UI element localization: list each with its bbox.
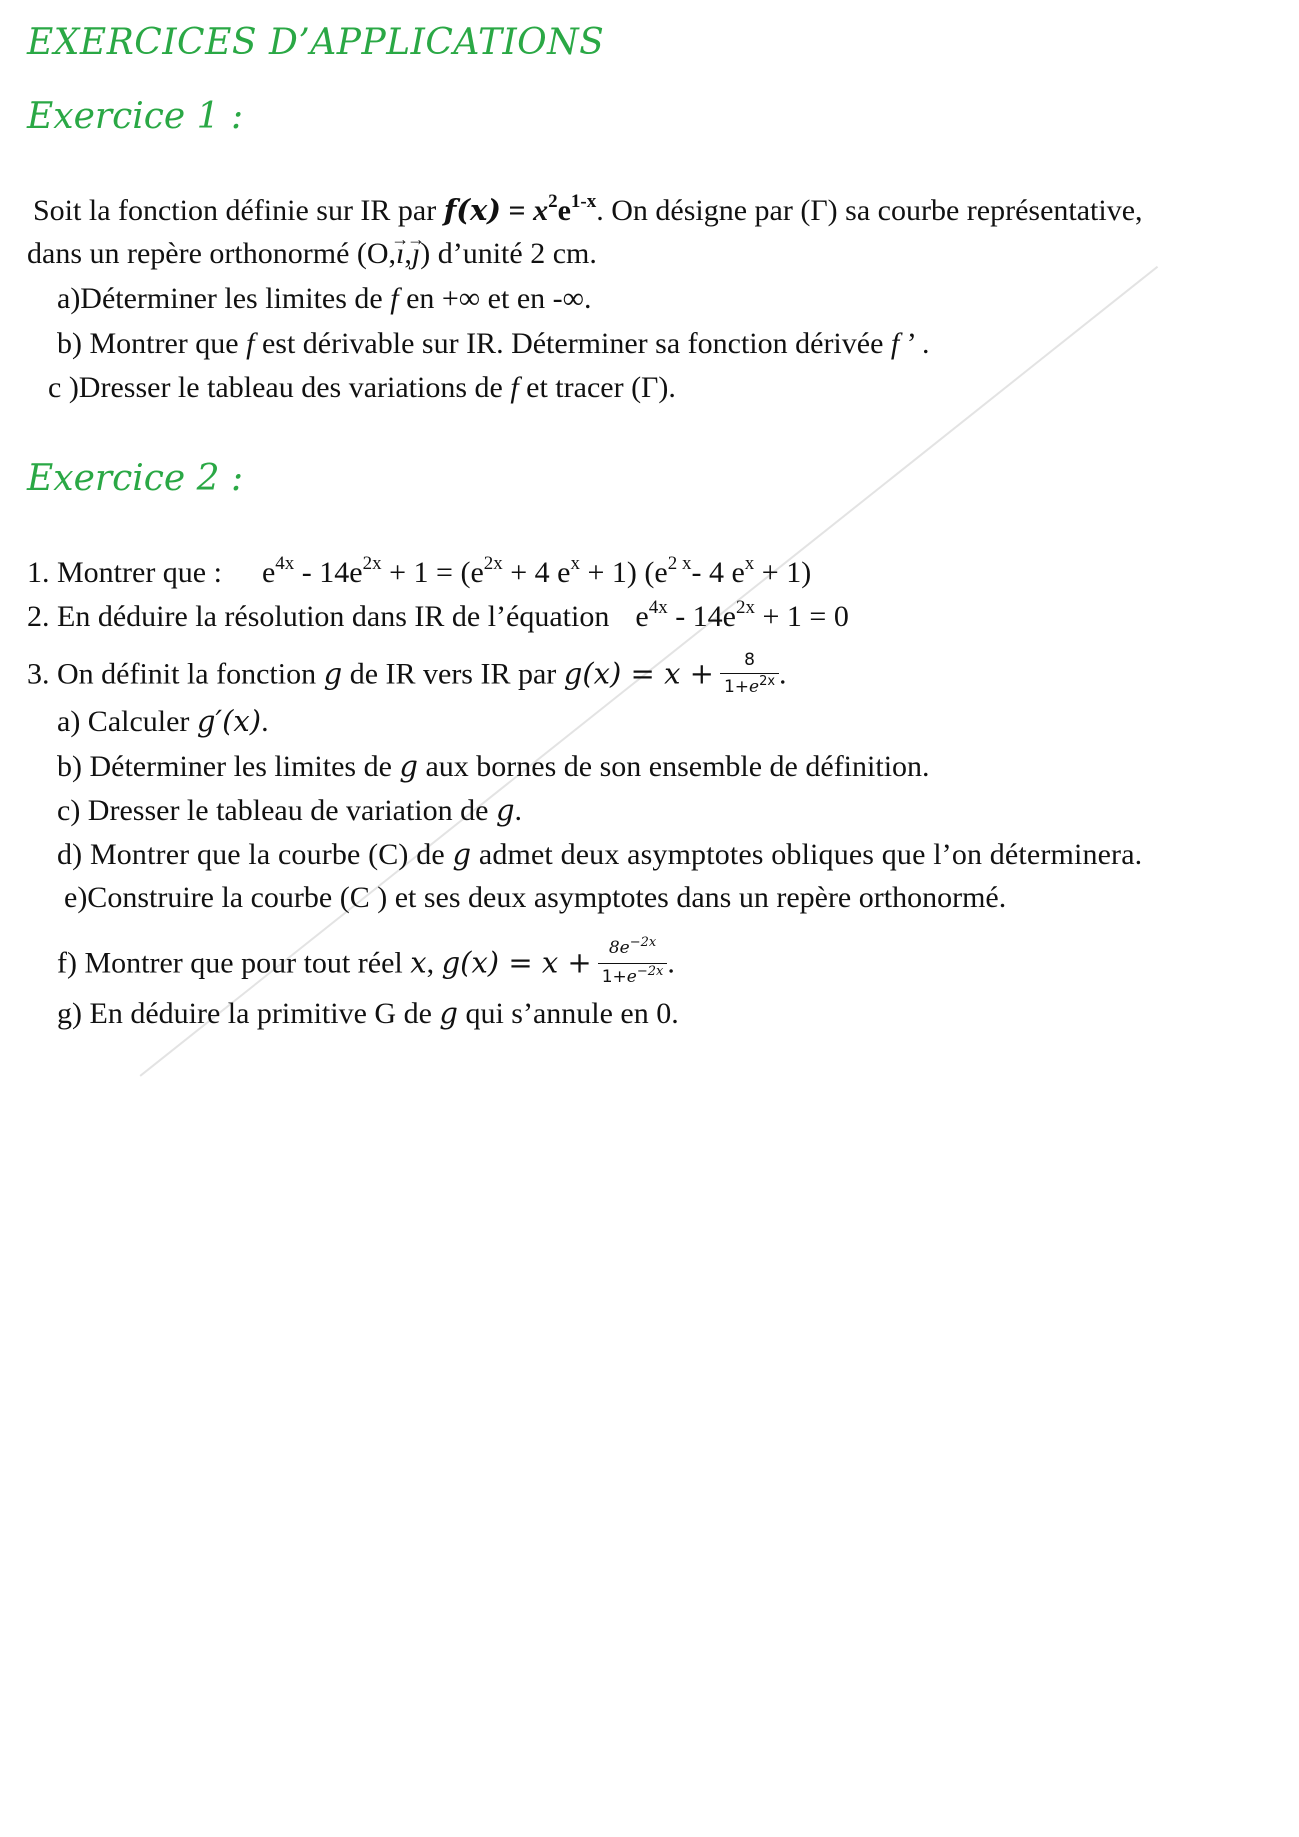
exercise-2-title: Exercice 2 : (27, 458, 244, 499)
exercise-2-q3 (27, 652, 787, 701)
item-b-mid: est dérivable sur IR. Déterminer sa fonction dérivée (254, 327, 891, 360)
exercise-1-intro-line2 (27, 237, 597, 271)
qf-denominator (598, 964, 668, 989)
function-variable: (x) (456, 193, 501, 227)
exercise-1-title: Exercice 1 : (27, 96, 244, 137)
q3-end: . (779, 657, 787, 691)
qf-num-base: 8e (608, 938, 630, 958)
exercise-1-intro-line1 (33, 193, 1143, 232)
frame-comma: , (404, 237, 412, 270)
page-title: EXERCICES D’APPLICATIONS (27, 22, 605, 63)
qa-formula: g′(x) (196, 704, 262, 738)
formula-x: x (533, 194, 549, 227)
qf-text: f) Montrer que pour tout réel (57, 946, 411, 980)
frame-prefix: dans un repère orthonormé (O, (27, 237, 397, 270)
q2-exp: 2x (736, 597, 755, 618)
exercise-1-item-a (57, 282, 592, 316)
q1-term: + 1 = (e (381, 556, 484, 589)
q1-term: e (261, 556, 276, 589)
item-c-suffix: et tracer (Γ). (518, 371, 676, 404)
equals-sign: = (500, 194, 534, 227)
item-b-derivative: f (890, 327, 900, 360)
q3-den-exp: 2x (759, 674, 776, 689)
intro-suffix: . On désigne par (Γ) sa courbe représentative, (596, 194, 1143, 227)
qf-num-exp: −2x (629, 935, 657, 950)
qc-text: c) Dresser le tableau de variation de (57, 794, 496, 827)
item-b-suffix: ’ . (899, 327, 930, 360)
qf-den-e: e (626, 967, 637, 987)
q3-denominator (720, 674, 779, 699)
formula-x-exponent: 2 (548, 191, 558, 212)
q1-exp: x (570, 553, 580, 574)
qe-text: e)Construire la courbe (C ) et ses deux asymptotes dans un repère orthonormé. (64, 881, 1007, 914)
q2-equation (635, 597, 849, 633)
q1-term: + 4 e (502, 556, 571, 589)
qg-g: g (439, 996, 458, 1030)
q3-g: g (323, 656, 343, 691)
qb-g: g (399, 749, 418, 783)
q1-exp: 2x (362, 553, 382, 574)
qd-g: g (452, 837, 472, 871)
qf-formula: g(x) = x + (441, 945, 592, 980)
q3-mid: de IR vers IR par (342, 657, 564, 691)
exercise-2-qb (57, 749, 930, 784)
qf-den-base: 1+ (601, 967, 627, 987)
q1-text: 1. Montrer que : (27, 556, 222, 589)
q3-den-e: e (749, 677, 760, 697)
qf-x: x (410, 945, 427, 980)
item-a-suffix: en +∞ et en -∞. (398, 282, 592, 315)
item-b-function: f (246, 327, 255, 360)
q3-formula: g(x) = x + (563, 656, 714, 691)
qf-comma: , (426, 946, 442, 980)
q1-identity (261, 553, 812, 589)
item-c-function: f (510, 371, 519, 404)
intro-text: Soit la fonction définie sur IR par (33, 194, 444, 227)
q3-den-base: 1+ (723, 677, 750, 697)
exercise-2-qa (57, 704, 269, 739)
vector-i: → ı (396, 237, 404, 271)
vector-j: → ȷ (412, 237, 420, 271)
qa-suffix: . (261, 705, 269, 738)
qf-den-exp: −2x (636, 964, 664, 979)
q1-exp: 2 x (667, 553, 692, 574)
qb-suffix: aux bornes de son ensemble de définition. (417, 750, 930, 783)
exercise-2-q1 (27, 553, 812, 594)
item-b-text: b) Montrer que (57, 327, 247, 360)
q3-numerator: 8 (720, 650, 779, 674)
qd-text: d) Montrer que la courbe (C) de (57, 838, 453, 871)
exercise-1-item-b (57, 327, 930, 361)
q2-term: e (635, 600, 649, 633)
exercise-2-q2 (27, 597, 849, 638)
q1-term: + 1) (e (580, 556, 668, 589)
exercise-2-qc (57, 793, 522, 828)
q1-exp: 2x (483, 553, 503, 574)
item-a-text: a)Déterminer les limites de (57, 282, 391, 315)
exercise-2-qg (57, 996, 679, 1031)
q1-term: + 1) (754, 556, 812, 589)
q3-text: 3. On définit la fonction (27, 657, 324, 691)
qd-suffix: admet deux asymptotes obliques que l’on déterminera. (471, 838, 1143, 871)
item-c-text: c )Dresser le tableau des variations de (48, 371, 511, 404)
qa-text: a) Calculer (57, 705, 197, 738)
exercise-2-qe (64, 881, 1006, 915)
exercise-2-qf (57, 935, 675, 991)
frame-suffix: ) d’unité 2 cm. (420, 237, 597, 270)
qc-g: g (495, 793, 515, 827)
qg-text: g) En déduire la primitive G de (57, 997, 440, 1030)
formula-e-exponent: 1-x (570, 191, 597, 212)
q1-term: - 14e (294, 556, 363, 589)
q3-fraction (720, 650, 779, 699)
qb-text: b) Déterminer les limites de (57, 750, 400, 783)
q2-exp: 4x (648, 597, 668, 618)
item-a-function: f (390, 282, 399, 315)
q1-term: - 4 e (691, 556, 745, 589)
qc-suffix: . (514, 794, 523, 827)
q1-exp: x (744, 553, 755, 574)
formula-e: e (557, 194, 571, 227)
exercise-2-qd (57, 837, 1142, 872)
exercise-1-item-c (48, 371, 676, 405)
q2-term: - 14e (667, 600, 736, 633)
qf-fraction (598, 935, 668, 989)
q1-exp: 4x (275, 553, 295, 574)
q2-text: 2. En déduire la résolution dans IR de l’équation (27, 600, 610, 633)
qf-end: . (667, 946, 675, 980)
function-name: f (443, 193, 457, 227)
qf-numerator (598, 935, 668, 964)
q2-term: + 1 = 0 (755, 600, 849, 633)
qg-suffix: qui s’annule en 0. (457, 997, 679, 1030)
